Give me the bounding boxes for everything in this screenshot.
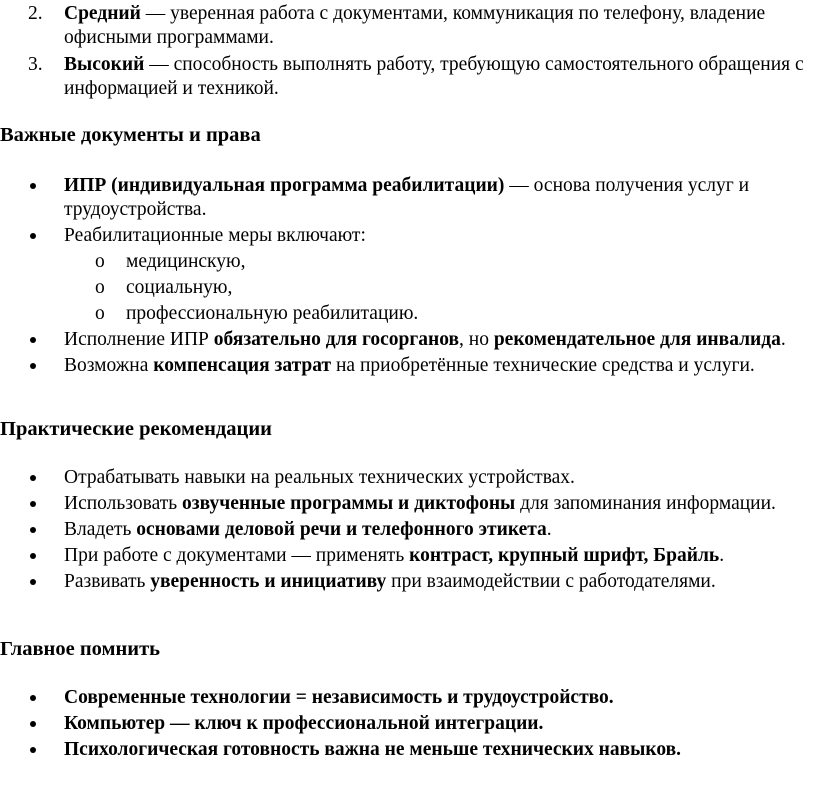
bullet-icon [30,527,36,533]
bullet-icon [30,579,36,585]
text: при взаимодействии с работодателями. [386,571,716,592]
list-item [0,466,812,490]
remember-list [0,686,816,764]
recommendations-list [0,466,816,596]
rehab-measures-sublist [64,250,812,326]
section-heading-recommendations: Практические рекомендации [0,418,272,440]
sub-list-item [64,302,812,326]
list-item [0,712,812,736]
sub-list-item [64,250,812,274]
bullet-icon [30,183,36,189]
text: , но [459,329,494,350]
list-number: 2. [28,3,43,24]
text: Отрабатывать навыки на реальных технических устройствах. [64,467,575,488]
bullet-icon [30,475,36,481]
list-item-level-high [0,53,804,101]
bullet-icon [30,695,36,701]
text: . [546,519,552,540]
bullet-icon [30,747,36,753]
text: для запоминания информации. [515,493,776,514]
text: Исполнение ИПР [64,329,214,350]
bold-text: компенсация затрат [153,355,332,376]
circle-bullet-icon: o [95,277,105,298]
bold-text: озвученные программы и диктофоны [182,493,516,514]
bold-text: Современные технологии = независимость и трудоустройство. [64,687,614,708]
text: Возможна [64,355,154,376]
text: Развивать [64,571,151,592]
level-label: Высокий [64,54,145,75]
list-item [0,224,812,326]
circle-bullet-icon: o [95,251,105,272]
text: профессиональную реабилитацию. [126,303,419,324]
text: Реабилитационные меры включают: [64,225,366,246]
level-description: — уверенная работа с документами, коммуникация по телефону, владение офисными программами. [64,3,766,48]
bullet-icon [30,721,36,727]
list-item [0,686,812,710]
text: на приобретённые технические средства и услуги. [331,355,755,376]
text: медицинскую, [126,251,246,272]
text: . [780,329,786,350]
text: Владеть [64,519,137,540]
list-number: 3. [28,54,43,75]
skill-levels-list [0,2,816,104]
bullet-icon [30,337,36,343]
list-item [0,544,812,568]
text: Использовать [64,493,183,514]
bullet-icon [30,501,36,507]
bold-text: контраст, крупный шрифт, Брайль [409,545,720,566]
list-item [0,174,812,222]
list-item [0,354,812,378]
list-item [0,570,812,594]
bullet-icon [30,363,36,369]
bold-text: ИПР (индивидуальная программа реабилитации) [64,175,505,196]
list-item [0,518,812,542]
list-item [0,328,812,352]
section-heading-documents: Важные документы и права [0,124,261,146]
bold-text: основами деловой речи и телефонного этикета [136,519,547,540]
text: — основа получения услуг и трудоустройства. [64,175,750,220]
bullet-icon [30,233,36,239]
bold-text: Компьютер — ключ к профессиональной интеграции. [64,713,544,734]
bold-text: уверенность и инициативу [150,571,387,592]
level-description: — способность выполнять работу, требующую самостоятельного обращения с информацией и техникой. [64,54,804,99]
level-label: Средний [64,3,141,24]
list-item [0,738,812,762]
bullet-icon [30,553,36,559]
circle-bullet-icon: o [95,303,105,324]
list-item-level-medium [0,2,804,50]
sub-list-item [64,276,812,300]
section-heading-remember: Главное помнить [0,638,161,660]
text: . [719,545,725,566]
bold-text: Психологическая готовность важна не меньше технических навыков. [64,739,682,760]
documents-rights-list [0,174,816,380]
text: При работе с документами — применять [64,545,410,566]
list-item [0,492,812,516]
text: социальную, [126,277,233,298]
bold-text: обязательно для госорганов [213,329,460,350]
bold-text: рекомендательное для инвалида [493,329,781,350]
